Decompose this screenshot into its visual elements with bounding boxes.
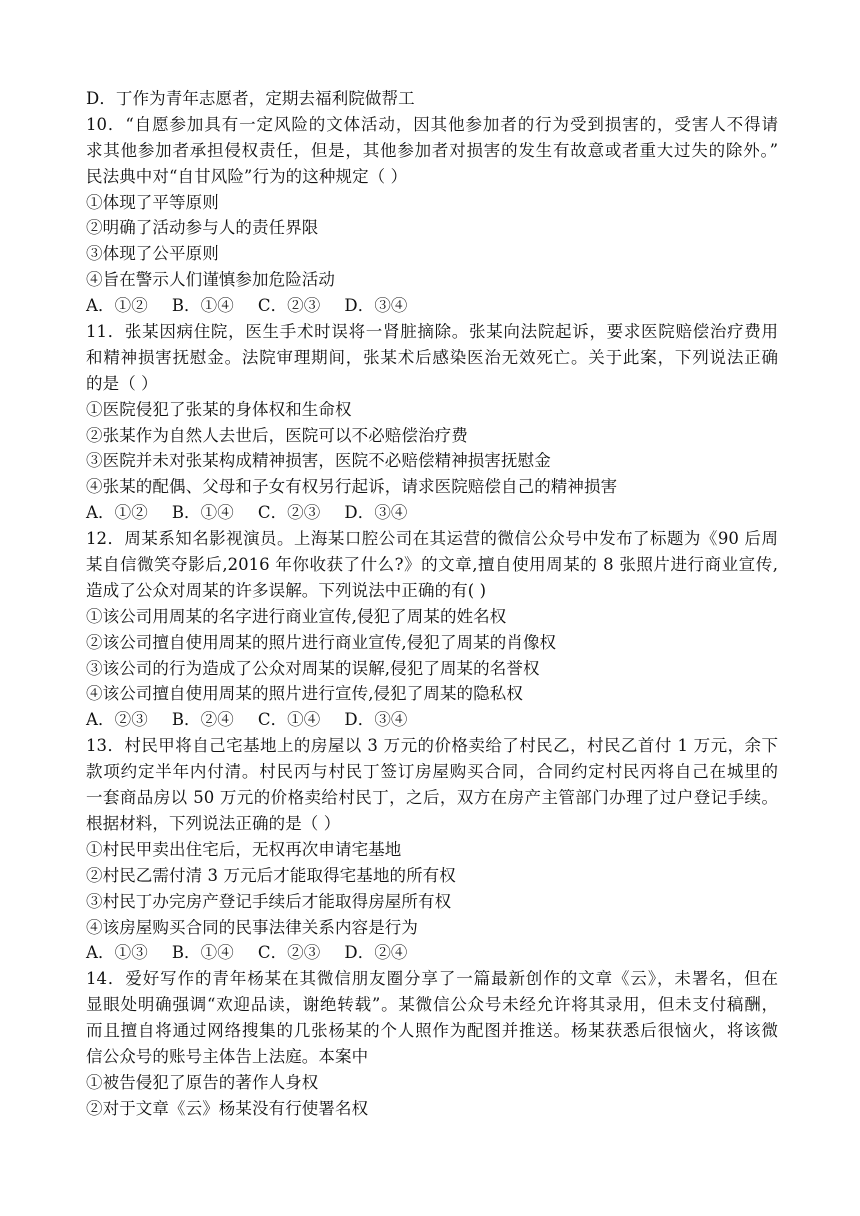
text-line: 求其他参加者承担侵权责任，但是，其他参加者对损害的发生有故意或者重大过失的除外。” [86,140,778,160]
text-line: ①村民甲卖出住宅后，无权再次申请宅基地 [86,839,402,859]
text-line: ①医院侵犯了张某的身体权和生命权 [86,399,352,419]
text-line: ①体现了平等原则 [86,192,219,212]
answer-options [86,500,778,526]
answer-options [86,940,778,966]
answer-option: A．①② [86,503,148,523]
text-line: ③医院并未对张某构成精神损害，医院不必赔偿精神损害抚慰金 [86,451,551,471]
text-line: ③该公司的行为造成了公众对周某的误解,侵犯了周某的名誉权 [86,658,540,678]
text-line: 款项约定半年内付清。村民丙与村民丁签订房屋购买合同，合同约定村民丙将自己在城里的 [86,762,778,782]
answer-option: A．②③ [86,710,148,730]
answer-options [86,707,778,733]
exam-content [86,86,778,1122]
text-line: 民法典中对“自甘风险”行为的这种规定（ ） [86,166,408,186]
text-line: ④该公司擅自使用周某的照片进行宣传,侵犯了周某的隐私权 [86,684,523,704]
answer-option: D．③④ [344,503,408,523]
answer-option: D．③④ [344,710,408,730]
text-line: ④旨在警示人们谨慎参加危险活动 [86,270,335,290]
text-line: ②张某作为自然人去世后，医院可以不必赔偿治疗费 [86,425,468,445]
text-line: ①被告侵犯了原告的著作人身权 [86,1072,319,1092]
text-line: 造成了公众对周某的许多误解。下列说法中正确的有( ) [86,580,487,600]
text-line: ②该公司擅自使用周某的照片进行商业宣传,侵犯了周某的肖像权 [86,632,557,652]
text-line: 一套商品房以 50 万元的价格卖给村民丁，之后，双方在房产主管部门办理了过户登记手续。 [86,788,778,808]
answer-option: C．①④ [257,710,321,730]
answer-option: A．①② [86,296,148,316]
text-line: 和精神损害抚慰金。法院审理期间，张某术后感染医治无效死亡。关于此案，下列说法正确 [86,347,778,367]
answer-option: D．③④ [344,296,408,316]
answer-option: D．②④ [344,943,408,963]
text-line: ②对于文章《云》杨某没有行使署名权 [86,1098,369,1118]
answer-option: B．②④ [171,710,234,730]
text-line: ③体现了公平原则 [86,244,219,264]
text-line: ②明确了活动参与人的责任界限 [86,218,319,238]
answer-option: A．①③ [86,943,148,963]
answer-option: B．①④ [171,943,234,963]
text-line: ①该公司用周某的名字进行商业宣传,侵犯了周某的姓名权 [86,606,507,626]
answer-options [86,293,778,319]
answer-option: B．①④ [171,296,234,316]
answer-option: C．②③ [257,503,321,523]
text-line: 显眼处明确强调“欢迎品读，谢绝转载”。某微信公众号未经允许将其录用，但未支付稿酬， [86,995,778,1015]
answer-option: B．①④ [171,503,234,523]
answer-option: C．②③ [257,296,321,316]
text-line: 12．周某系知名影视演员。上海某口腔公司在其运营的微信公众号中发布了标题为《90 后周 [86,529,778,549]
text-line: 14．爱好写作的青年杨某在其微信朋友圈分享了一篇最新创作的文章《云》，未署名，但在 [86,969,778,989]
answer-option: C．②③ [257,943,321,963]
text-line: 11．张某因病住院，医生手术时误将一肾脏摘除。张某向法院起诉，要求医院赔偿治疗费用 [86,322,778,342]
text-line: 而且擅自将通过网络搜集的几张杨某的个人照作为配图并推送。杨某获悉后很恼火，将该微 [86,1021,778,1041]
text-line: ②村民乙需付清 3 万元后才能取得宅基地的所有权 [86,865,456,885]
text-line: ④该房屋购买合同的民事法律关系内容是行为 [86,917,418,937]
text-line: D．丁作为青年志愿者，定期去福利院做帮工 [86,89,415,108]
text-line: 10．“自愿参加具有一定风险的文体活动，因其他参加者的行为受到损害的，受害人不得请 [86,114,778,134]
text-line: ④张某的配偶、父母和子女有权另行起诉，请求医院赔偿自己的精神损害 [86,477,618,497]
text-line: ③村民丁办完房产登记手续后才能取得房屋所有权 [86,891,452,911]
text-line: 信公众号的账号主体告上法庭。本案中 [86,1046,369,1066]
text-line: 13．村民甲将自己宅基地上的房屋以 3 万元的价格卖给了村民乙，村民乙首付 1 万元，余下 [86,736,778,756]
text-line: 根据材料，下列说法正确的是（ ） [86,813,341,833]
text-line: 某自信微笑夺影后,2016 年你收获了什么?》的文章,擅自使用周某的 8 张照片进行商业宣传, [86,555,778,575]
text-line: 的是（ ） [86,373,158,393]
